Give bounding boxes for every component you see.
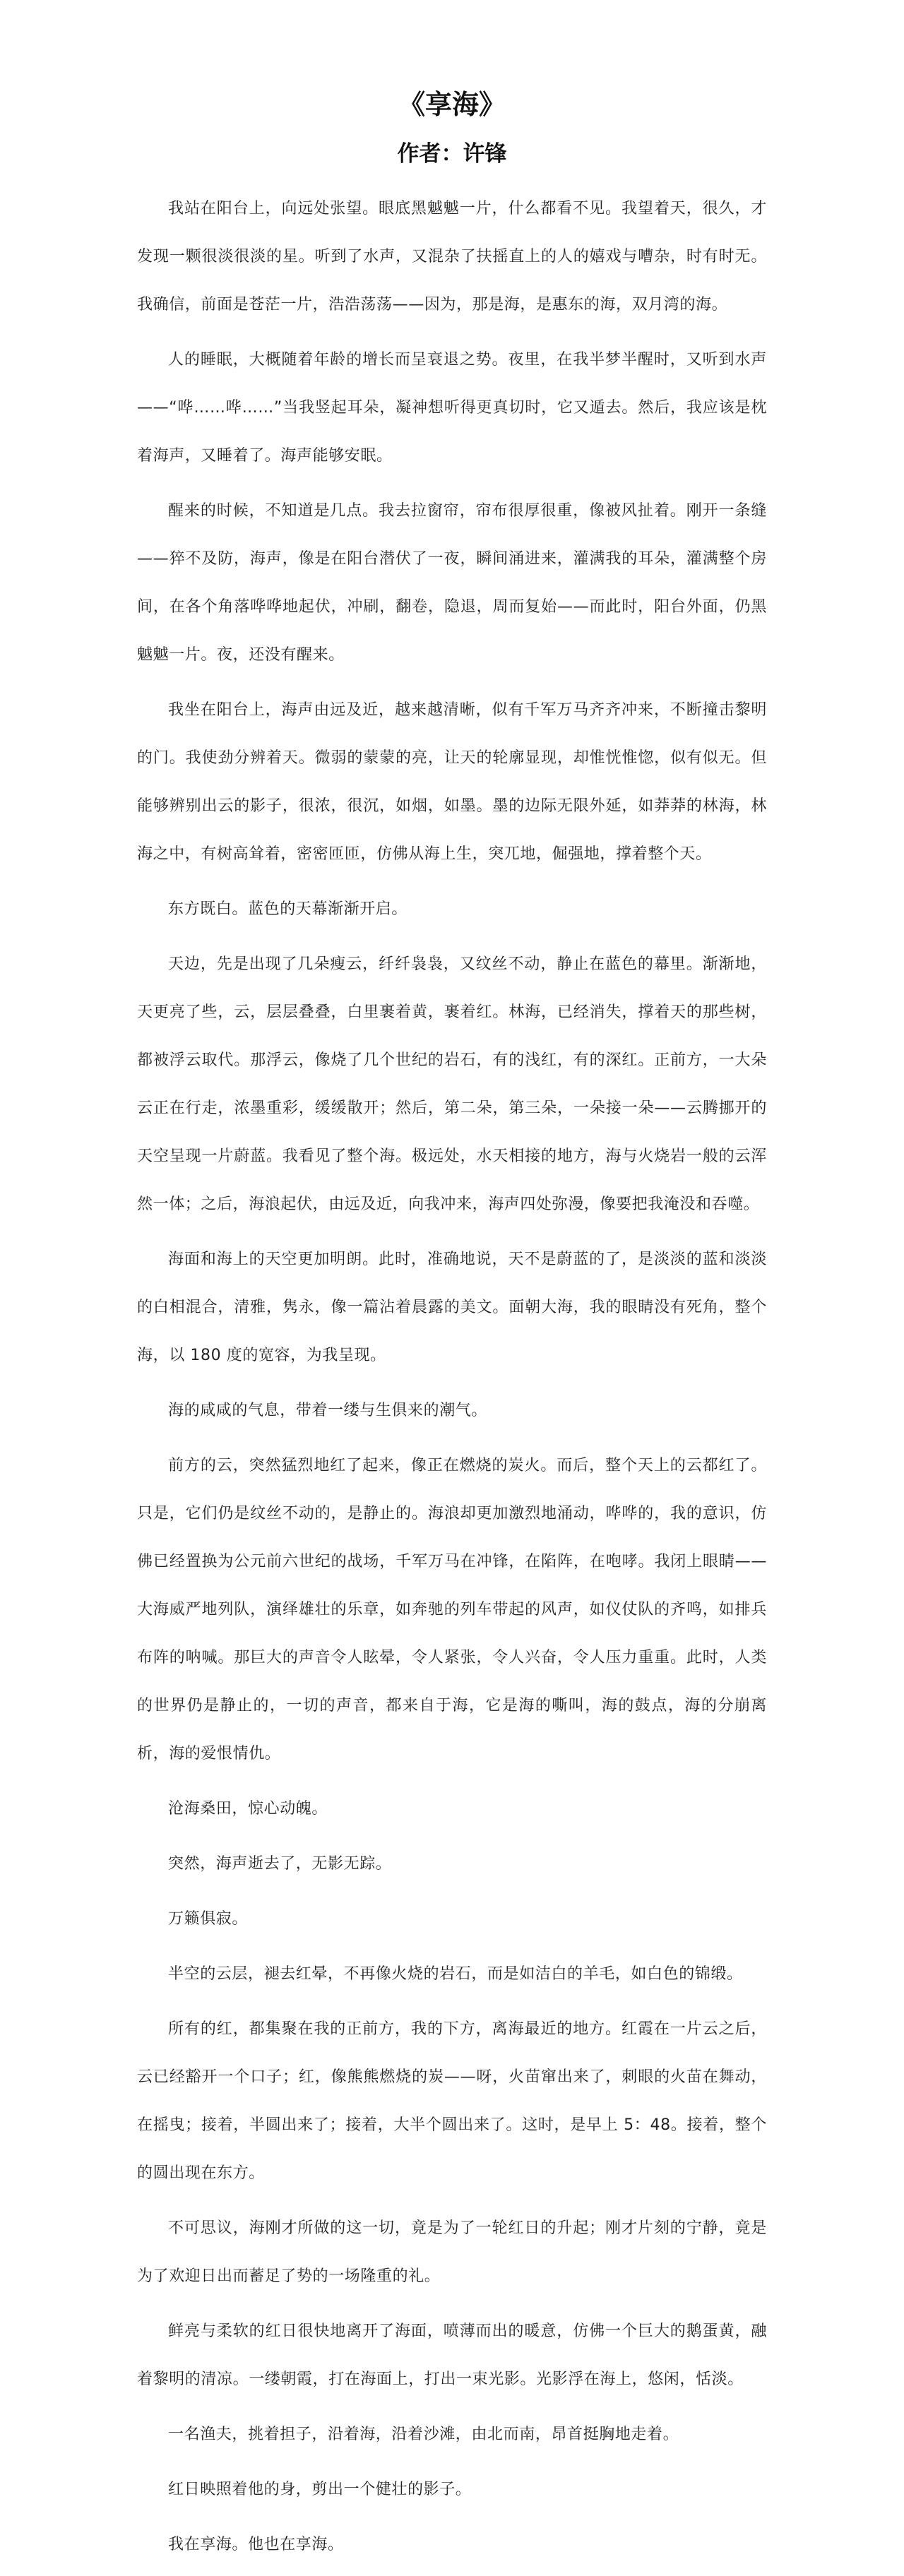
article-body [137, 185, 767, 2576]
paragraph: 海的咸咸的气息，带着一缕与生俱来的潮气。 [168, 1402, 488, 1419]
paragraph: 突然，海声逝去了，无影无踪。 [168, 1855, 392, 1873]
paragraph: 我在享海。他也在享海。 [168, 2536, 344, 2553]
paragraph: 我坐在阳台上，海声由远及近，越来越清晰，似有千军万马齐齐冲来，不断撞击黎明的门。我使劲分辨着天。微弱的蒙蒙的亮，让天的轮廓显现，却惟恍惟惚，似有似无。但能够辨别出云的影子，很浓，很沉，如烟，如墨。墨的边际无限外延，如莽莽的林海，林海之中，有树高耸着，密密匝匝，仿佛从海上生，突兀地，倔强地，撑着整个天。 [137, 701, 767, 863]
paragraph: 天边，先是出现了几朵瘦云，纤纤袅袅，又纹丝不动，静止在蓝色的幕里。渐渐地，天更亮了些，云，层层叠叠，白里裹着黄，裹着红。林海，已经消失，撑着天的那些树，都被浮云取代。那浮云，像烧了几个世纪的岩石，有的浅红，有的深红。正前方，一大朵云正在行走，浓墨重彩，缓缓散开；然后，第二朵，第三朵，一朵接一朵——云腾挪开的天空呈现一片蔚蓝。我看见了整个海。极远处，水天相接的地方，海与火烧岩一般的云浑然一体；之后，海浪起伏，由远及近，向我冲来，海声四处弥漫，像要把我淹没和吞噬。 [137, 955, 767, 1213]
paragraph: 不可思议，海刚才所做的这一切，竟是为了一轮红日的升起；刚才片刻的宁静，竟是为了欢迎日出而蓄足了势的一场隆重的礼。 [137, 2219, 767, 2285]
paragraph: 半空的云层，褪去红晕，不再像火烧的岩石，而是如洁白的羊毛，如白色的锦缎。 [168, 1965, 743, 1983]
article-title: 《享海》 [398, 89, 506, 120]
paragraph: 鲜亮与柔软的红日很快地离开了海面，喷薄而出的暖意，仿佛一个巨大的鹅蛋黄，融着黎明的清凉。一缕朝霞，打在海面上，打出一束光影。光影浮在海上，悠闲，恬淡。 [137, 2322, 767, 2388]
paragraph: 醒来的时候，不知道是几点。我去拉窗帘，帘布很厚很重，像被风扯着。刚开一条缝——猝不及防，海声，像是在阳台潜伏了一夜，瞬间涌进来，灌满我的耳朵，灌满整个房间，在各个角落哗哗地起伏，冲刷，翻卷，隐退，周而复始——而此时，阳台外面，仍黑魆魆一片。夜，还没有醒来。 [137, 502, 767, 664]
paragraph: 沧海桑田，惊心动魄。 [168, 1800, 328, 1818]
paragraph: 一名渔夫，挑着担子，沿着海，沿着沙滩，由北而南，昂首挺胸地走着。 [168, 2426, 679, 2443]
paragraph: 红日映照着他的身，剪出一个健壮的影子。 [168, 2481, 472, 2498]
article-author: 作者：许锋 [397, 141, 507, 167]
paragraph: 所有的红，都集聚在我的正前方，我的下方，离海最近的地方。红霞在一片云之后，云已经豁开一个口子；红，像熊熊燃烧的炭——呀，火苗窜出来了，刺眼的火苗在舞动，在摇曳；接着，半圆出来了；接着，大半个圆出来了。这时，是早上 5：48。接着，整个的圆出现在东方。 [137, 2020, 767, 2182]
paragraph: 人的睡眠，大概随着年龄的增长而呈衰退之势。夜里，在我半梦半醒时，又听到水声——“哗……哗……”当我竖起耳朵，凝神想听得更真切时，它又遁去。然后，我应该是枕着海声，又睡着了。海声能够安眠。 [137, 351, 767, 465]
paragraph: 前方的云，突然猛烈地红了起来，像正在燃烧的炭火。而后，整个天上的云都红了。只是，它们仍是纹丝不动的，是静止的。海浪却更加激烈地涌动，哗哗的，我的意识，仿佛已经置换为公元前六世纪的战场，千军万马在冲锋，在陷阵，在咆哮。我闭上眼睛——大海威严地列队，演绎雄壮的乐章，如奔驰的列车带起的风声，如仪仗队的齐鸣，如排兵布阵的呐喊。那巨大的声音令人眩晕，令人紧张，令人兴奋，令人压力重重。此时，人类的世界仍是静止的，一切的声音，都来自于海，它是海的嘶叫，海的鼓点，海的分崩离析，海的爱恨情仇。 [137, 1457, 767, 1763]
paragraph: 海面和海上的天空更加明朗。此时，准确地说，天不是蔚蓝的了，是淡淡的蓝和淡淡的白相混合，清雅，隽永，像一篇沾着晨露的美文。面朝大海，我的眼睛没有死角，整个海，以 180 度的宽容，为我呈现。 [137, 1251, 767, 1364]
paragraph: 万籁俱寂。 [168, 1910, 249, 1928]
paragraph: 东方既白。蓝色的天幕渐渐开启。 [168, 900, 408, 918]
paragraph: 我站在阳台上，向远处张望。眼底黑魆魆一片，什么都看不见。我望着天，很久，才发现一颗很淡很淡的星。听到了水声，又混杂了扶摇直上的人的嬉戏与嘈杂，时有时无。我确信，前面是苍茫一片，浩浩荡荡——因为，那是海，是惠东的海，双月湾的海。 [137, 200, 767, 314]
